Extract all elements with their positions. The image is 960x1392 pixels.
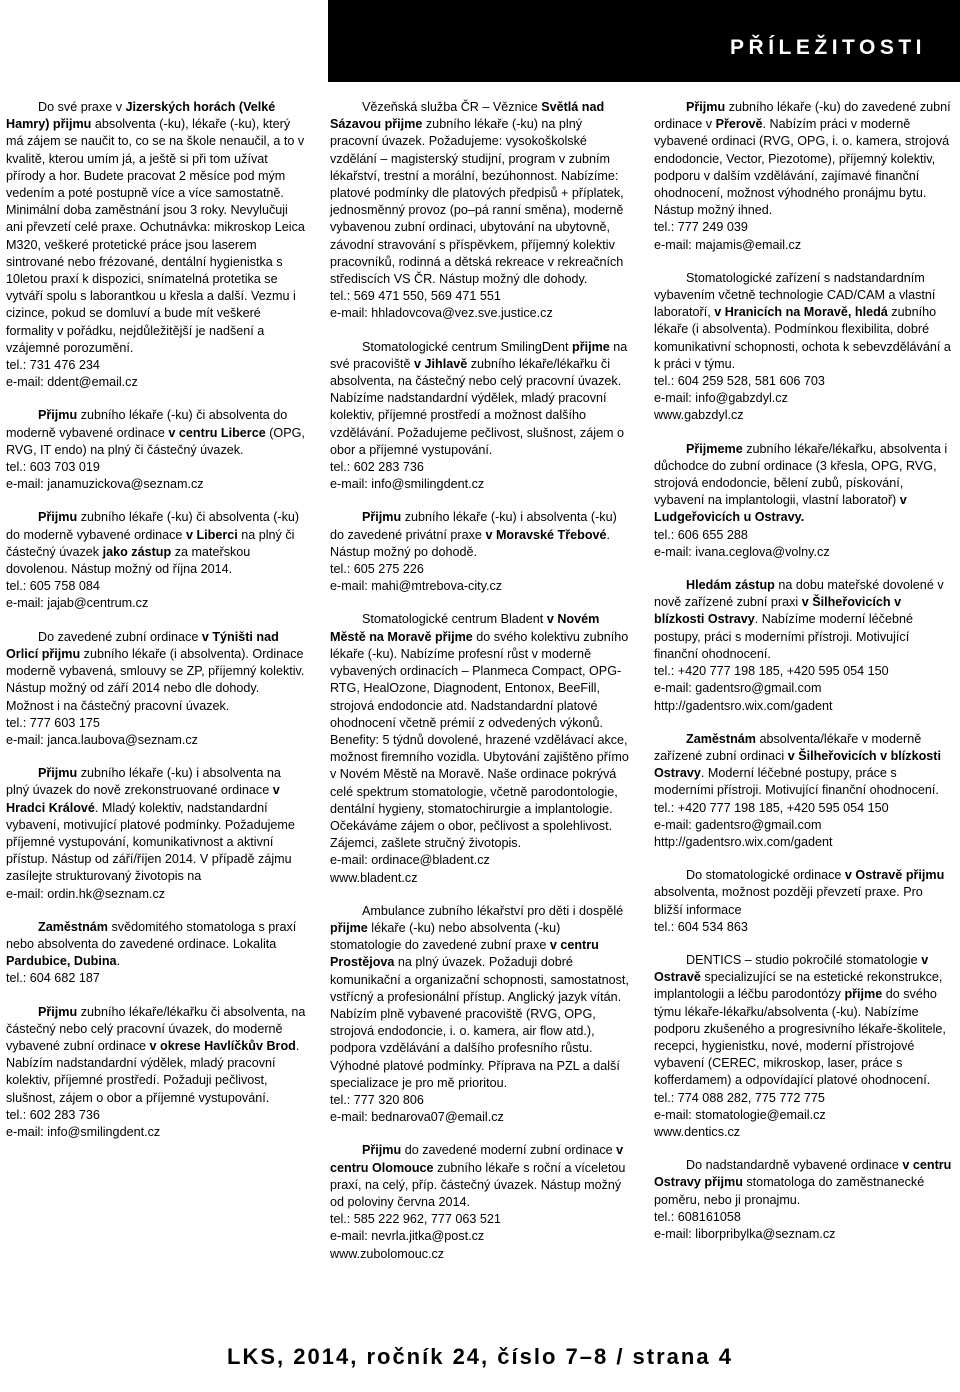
- classified-ad: [6, 407, 306, 493]
- ad-contact: tel.: 602 283 736: [330, 460, 424, 475]
- ad-contact: www.gabzdyl.cz: [654, 408, 744, 423]
- classified-ad: [654, 441, 954, 561]
- classified-ad: [654, 867, 954, 936]
- ad-contact: tel.: 777 603 175: [6, 715, 100, 730]
- classified-ad: [6, 629, 306, 749]
- ad-contact: www.zubolomouc.cz: [330, 1246, 445, 1261]
- header-bar: [328, 0, 960, 82]
- ad-contact: www.bladent.cz: [330, 870, 418, 885]
- ad-contact: tel.: 604 682 187: [6, 971, 100, 986]
- ad-contact: tel.: 569 471 550, 569 471 551: [330, 289, 501, 304]
- ad-contact: e-mail: ivana.ceglova@volny.cz: [654, 544, 830, 559]
- classified-ad: [654, 270, 954, 425]
- classified-ad: [654, 731, 954, 851]
- ad-text: Přijmu do zavedené moderní zubní ordinace v centru Olomouce zubního lékaře s roční a víceletou praxí, na celý, příp. částečný úvazek. Nástup možný od poloviny června 2014.: [330, 1143, 626, 1209]
- column-1: [6, 99, 306, 1157]
- ad-contact: e-mail: ordin.hk@seznam.cz: [6, 886, 166, 901]
- ad-contact: e-mail: mahi@mtrebova-city.cz: [330, 579, 503, 594]
- classified-ad: [654, 99, 954, 254]
- ad-text: Přijmu zubního lékaře (-ku) či absolventa do moderně vybavené ordinace v centru Liberce (OPG, RVG, IT endo) na plný či částečný úvazek.: [6, 408, 305, 457]
- ad-text: Přijmeme zubního lékaře/lékařku, absolventa i důchodce do zubní ordinace (3 křesla, OPG, RVG, strojová endodoncie, bělení zubů, pískování, vybavení na implantologii, vlastní laboratoř) v Ludgeřovicích u Ostravy.: [654, 441, 948, 525]
- classified-ad: [6, 509, 306, 612]
- ad-text: DENTICS – studio pokročilé stomatologie v Ostravě specializující se na estetické rekonstrukce, implantologii a léčbu parodontózy přijme do svého týmu lékaře-lékařku/absolventa (-ku). Nabízíme podporu zkušeného a progresivního lékaře-školitele, recepci, hygienistku, nové, moderní přístrojové vybavení (CEREC, mikroskop, laser, práce s kofferdamem) a odpovídající platové ohodnocení.: [654, 952, 946, 1088]
- ad-contact: e-mail: gadentsro@gmail.com: [654, 681, 822, 696]
- classified-ad: [330, 99, 630, 323]
- ad-contact: e-mail: ddent@email.cz: [6, 375, 138, 390]
- ad-contact: e-mail: bednarova07@email.cz: [330, 1110, 504, 1125]
- classified-ad: [6, 765, 306, 903]
- classified-ad: [654, 952, 954, 1141]
- ad-contact: http://gadentsro.wix.com/gadent: [654, 834, 833, 849]
- ad-contact: e-mail: nevrla.jitka@post.cz: [330, 1229, 485, 1244]
- ad-contact: e-mail: ordinace@bladent.cz: [330, 853, 490, 868]
- ad-contact: e-mail: hhladovcova@vez.sve.justice.cz: [330, 306, 553, 321]
- ad-contact: tel.: 605 275 226: [330, 562, 424, 577]
- ad-text: Stomatologické centrum SmilingDent přijme na své pracoviště v Jihlavě zubního lékaře/lékařku či absolventa, na částečný nebo celý pracovní úvazek. Nabízíme nadstandardní výdělek, mladý pracovní kolektiv, příjemné prostředí a možnost dalšího vzdělávání. Požadujeme pečlivost, slušnost, zájem o obor a příjemné vystupování.: [330, 339, 628, 457]
- ad-text: Zaměstnám svědomitého stomatologa s praxí nebo absolventa do zavedené ordinace. Lokalita Pardubice, Dubina.: [6, 919, 297, 969]
- ad-contact: e-mail: info@gabzdyl.cz: [654, 391, 788, 406]
- ad-contact: tel.: 606 655 288: [654, 527, 748, 542]
- ad-contact: tel.: 777 320 806: [330, 1092, 424, 1107]
- classified-ad: [330, 509, 630, 595]
- ad-contact: e-mail: majamis@email.cz: [654, 237, 802, 252]
- ad-text: Do své praxe v Jizerských horách (Velké Hamry) přijmu absolventa (-ku), lékaře (-ku), který má zájem se naučit to, co se na škole nenaučil, a to v kvalitě, kterou umím já, a ještě si při tom užívat přírody a hor. Budete pracovat 2 měsíce pod mým vedením a poté postupně více a více samostatně. Minimální doba zaměstnání jsou 3 roky. Nevylučuji ani převzetí celé praxe. Ochutnávka: mikroskop Leica M320, veškeré protetické práce jsou laserem sintrované nebo frézované, dentální hygienistka s 10letou praxí k dispozici, snímatelná protetika se vytváří spolu s laborantkou u křesla a další. Vezmu i cizince, pokud se domluví a bude mít veškeré formality v pořádku, nejdůležitější je nadšení a vzájemné porozumění.: [6, 100, 305, 355]
- ad-text: Přijmu zubního lékaře (-ku) i absolventa (-ku) do zavedené privátní praxe v Moravské Třebové. Nástup možný po dohodě.: [330, 510, 617, 559]
- ad-contact: tel.: 774 088 282, 775 772 775: [654, 1090, 825, 1105]
- ad-contact: e-mail: info@smilingdent.cz: [6, 1124, 161, 1139]
- ad-contact: tel.: 731 476 234: [6, 358, 100, 373]
- ad-contact: e-mail: liborpribylka@seznam.cz: [654, 1226, 836, 1241]
- ad-text: Stomatologické zařízení s nadstandardním vybavením včetně technologie CAD/CAM a vlastní laboratoří, v Hranicích na Moravě, hledá zubního lékaře (i absolventa). Podmínkou flexibilita, dobré komunikativní schopnosti, ochota k sebevzdělávání a k práci v týmu.: [654, 270, 951, 371]
- classified-ad: [654, 1157, 954, 1243]
- ad-contact: e-mail: stomatologie@email.cz: [654, 1107, 826, 1122]
- classified-ad: [6, 99, 306, 391]
- ad-contact: tel.: 585 222 962, 777 063 521: [330, 1212, 501, 1227]
- ad-contact: tel.: +420 777 198 185, +420 595 054 150: [654, 664, 889, 679]
- classified-ad: [330, 611, 630, 886]
- classified-ad: [6, 919, 306, 988]
- ad-text: Přijmu zubního lékaře (-ku) i absolventa na plný úvazek do nově zrekonstruované ordinace v Hradci Králové. Mladý kolektiv, nadstandardní vybavení, motivující platové podmínky. Požadujeme příjemné vystupování, komunikativnost a aktivní přístup. Nástup od září/říjen 2014. V případě zájmu zasílejte strukturovaný životopis na: [6, 766, 295, 884]
- ad-contact: tel.: 604 259 528, 581 606 703: [654, 374, 825, 389]
- ad-contact: tel.: 605 758 084: [6, 579, 100, 594]
- ad-text: Do nadstandardně vybavené ordinace v centru Ostravy přijmu stomatologa do zaměstnanecké poměru, nebo ji pronajmu.: [654, 1158, 952, 1207]
- ad-text: Hledám zástup na dobu mateřské dovolené v nově zařízené zubní praxi v Šilheřovicích v blízkosti Ostravy. Nabízíme moderní léčebné postupy, práci s moderními přístroji. Motivující finanční ohodnocení.: [654, 578, 944, 661]
- page-footer: LKS, 2014, ročník 24, číslo 7–8 / strana 4: [227, 1344, 733, 1369]
- ad-contact: e-mail: janamuzickova@seznam.cz: [6, 477, 204, 492]
- ad-contact: tel.: 777 249 039: [654, 220, 748, 235]
- ad-contact: www.dentics.cz: [654, 1124, 741, 1139]
- ad-text: Vězeňská služba ČR – Věznice Světlá nad Sázavou přijme zubního lékaře (-ku) na plný pracovní úvazek. Požadujeme: vysokoškolské vzdělání – magisterský studijní, program v zubním lékařství, trestní a morální, bezúhonnost. Nabízíme: platové podmínky dle platových předpisů + příplatek, jednosměnný provoz (po–pá ranní směna), moderně vybavenou zubní ordinaci, ubytování na ubytovně, závodní stravování s příspěvkem, příjemný kolektiv pracovníků, rodinná a dětská rekreace v rekreačních střediscích VS ČR. Nástup možný dle dohody.: [330, 100, 624, 287]
- ad-contact: e-mail: info@smilingdent.cz: [330, 477, 485, 492]
- ad-contact: tel.: 603 703 019: [6, 460, 100, 475]
- ad-text: Do stomatologické ordinace v Ostravě přijmu absolventa, možnost později převzetí praxe. Pro bližší informace: [654, 868, 945, 917]
- ad-text: Do zavedené zubní ordinace v Týništi nad Orlicí přijmu zubního lékaře (i absolventa). Ordinace moderně vybavená, smlouvy se ZP, příjemný kolektiv. Nástup možný od září 2014 nebo dle dohody. Možnost i na částečný pracovní úvazek.: [6, 629, 305, 713]
- classified-ad: [330, 339, 630, 494]
- page-title: PŘÍLEŽITOSTI: [730, 36, 926, 59]
- column-2: [330, 99, 630, 1279]
- classified-ad: [330, 1142, 630, 1262]
- column-3: [654, 99, 954, 1259]
- ad-text: Stomatologické centrum Bladent v Novém Městě na Moravě přijme do svého kolektivu zubního lékaře (-ku). Nabízíme profesní růst v moderně vybavených ordinacích – Planmeca Compact, OPG-RTG, HealOzone, Diagnodent, Entonox, BeeFill, strojová endodoncie atd. Nadstandardní platové ohodnocení včetně prémií z odvedených výkonů. Benefity: 5 týdnů dovolené, hrazené vzdělávací akce, možnost firemního vozidla. Ubytování zajištěno přímo v Novém Městě na Moravě. Naše ordinace pokrývá celé spektrum stomatologie, včetně parodontologie, dentální hygieny, stomatochirurgie a implantologie. Očekáváme zájem o obor, pečlivost a spolehlivost. Zájemci, zašlete stručný životopis.: [330, 612, 629, 851]
- ad-contact: e-mail: janca.laubova@seznam.cz: [6, 732, 198, 747]
- ad-contact: e-mail: gadentsro@gmail.com: [654, 817, 822, 832]
- ad-text: Přijmu zubního lékaře/lékařku či absolventa, na částečný nebo celý pracovní úvazek, do moderně vybavené zubní ordinace v okrese Havlíčkův Brod. Nabízím nadstandardní výdělek, mladý pracovní kolektiv, příjemné prostředí. Požaduji pečlivost, slušnost, zájem o obor a příjemné vystupování.: [6, 1004, 306, 1105]
- ad-text: Zaměstnám absolventa/lékaře v moderně zařízené zubní ordinaci v Šilheřovicích v blízkosti Ostravy. Moderní léčebné postupy, práce s moderními přístroji. Motivující finanční ohodnocení.: [654, 731, 941, 798]
- ad-contact: tel.: 602 283 736: [6, 1107, 100, 1122]
- ad-text: Přijmu zubního lékaře (-ku) či absolventa (-ku) do moderně vybavené ordinace v Liberci na plný či částečný úvazek jako zástup za mateřskou dovolenou. Nástup možný od října 2014.: [6, 510, 300, 577]
- ad-text: Ambulance zubního lékařství pro děti i dospělé přijme lékaře (-ku) nebo absolventa (-ku) stomatologie do zavedené zubní praxe v centru Prostějova na plný úvazek. Požaduji dobré komunikační a organizační schopnosti, samostatnost, vstřícný a profesionální přístup. Anglický jazyk vítán. Nabízím plně vybavené pracoviště (RVG, OPG, strojová endodoncie, i. o. kamera, air flow atd.), podpora vzdělávání a dalšího profesního růstu. Výhodné platové podmínky. Příprava na PZL a další specializace je pro mě prioritou.: [330, 903, 629, 1090]
- classified-ad: [6, 1004, 306, 1142]
- ad-contact: tel.: 608161058: [654, 1209, 741, 1224]
- ad-contact: e-mail: jajab@centrum.cz: [6, 596, 149, 611]
- ad-text: Přijmu zubního lékaře (-ku) do zavedené zubní ordinace v Přerově. Nabízím práci v moderně vybavené ordinaci (RVG, OPG, i. o. kamera, strojová endodoncie, Vector, Piezotome), příjemný kolektiv, podporu v dalším vzdělávání, zajímavé finanční ohodnocení, možnost výhodného pronájmu bytu. Nástup možný ihned.: [654, 100, 951, 218]
- ad-contact: tel.: +420 777 198 185, +420 595 054 150: [654, 800, 889, 815]
- ad-contact: http://gadentsro.wix.com/gadent: [654, 698, 833, 713]
- classified-ad: [330, 903, 630, 1127]
- ad-contact: tel.: 604 534 863: [654, 919, 748, 934]
- classified-ad: [654, 577, 954, 715]
